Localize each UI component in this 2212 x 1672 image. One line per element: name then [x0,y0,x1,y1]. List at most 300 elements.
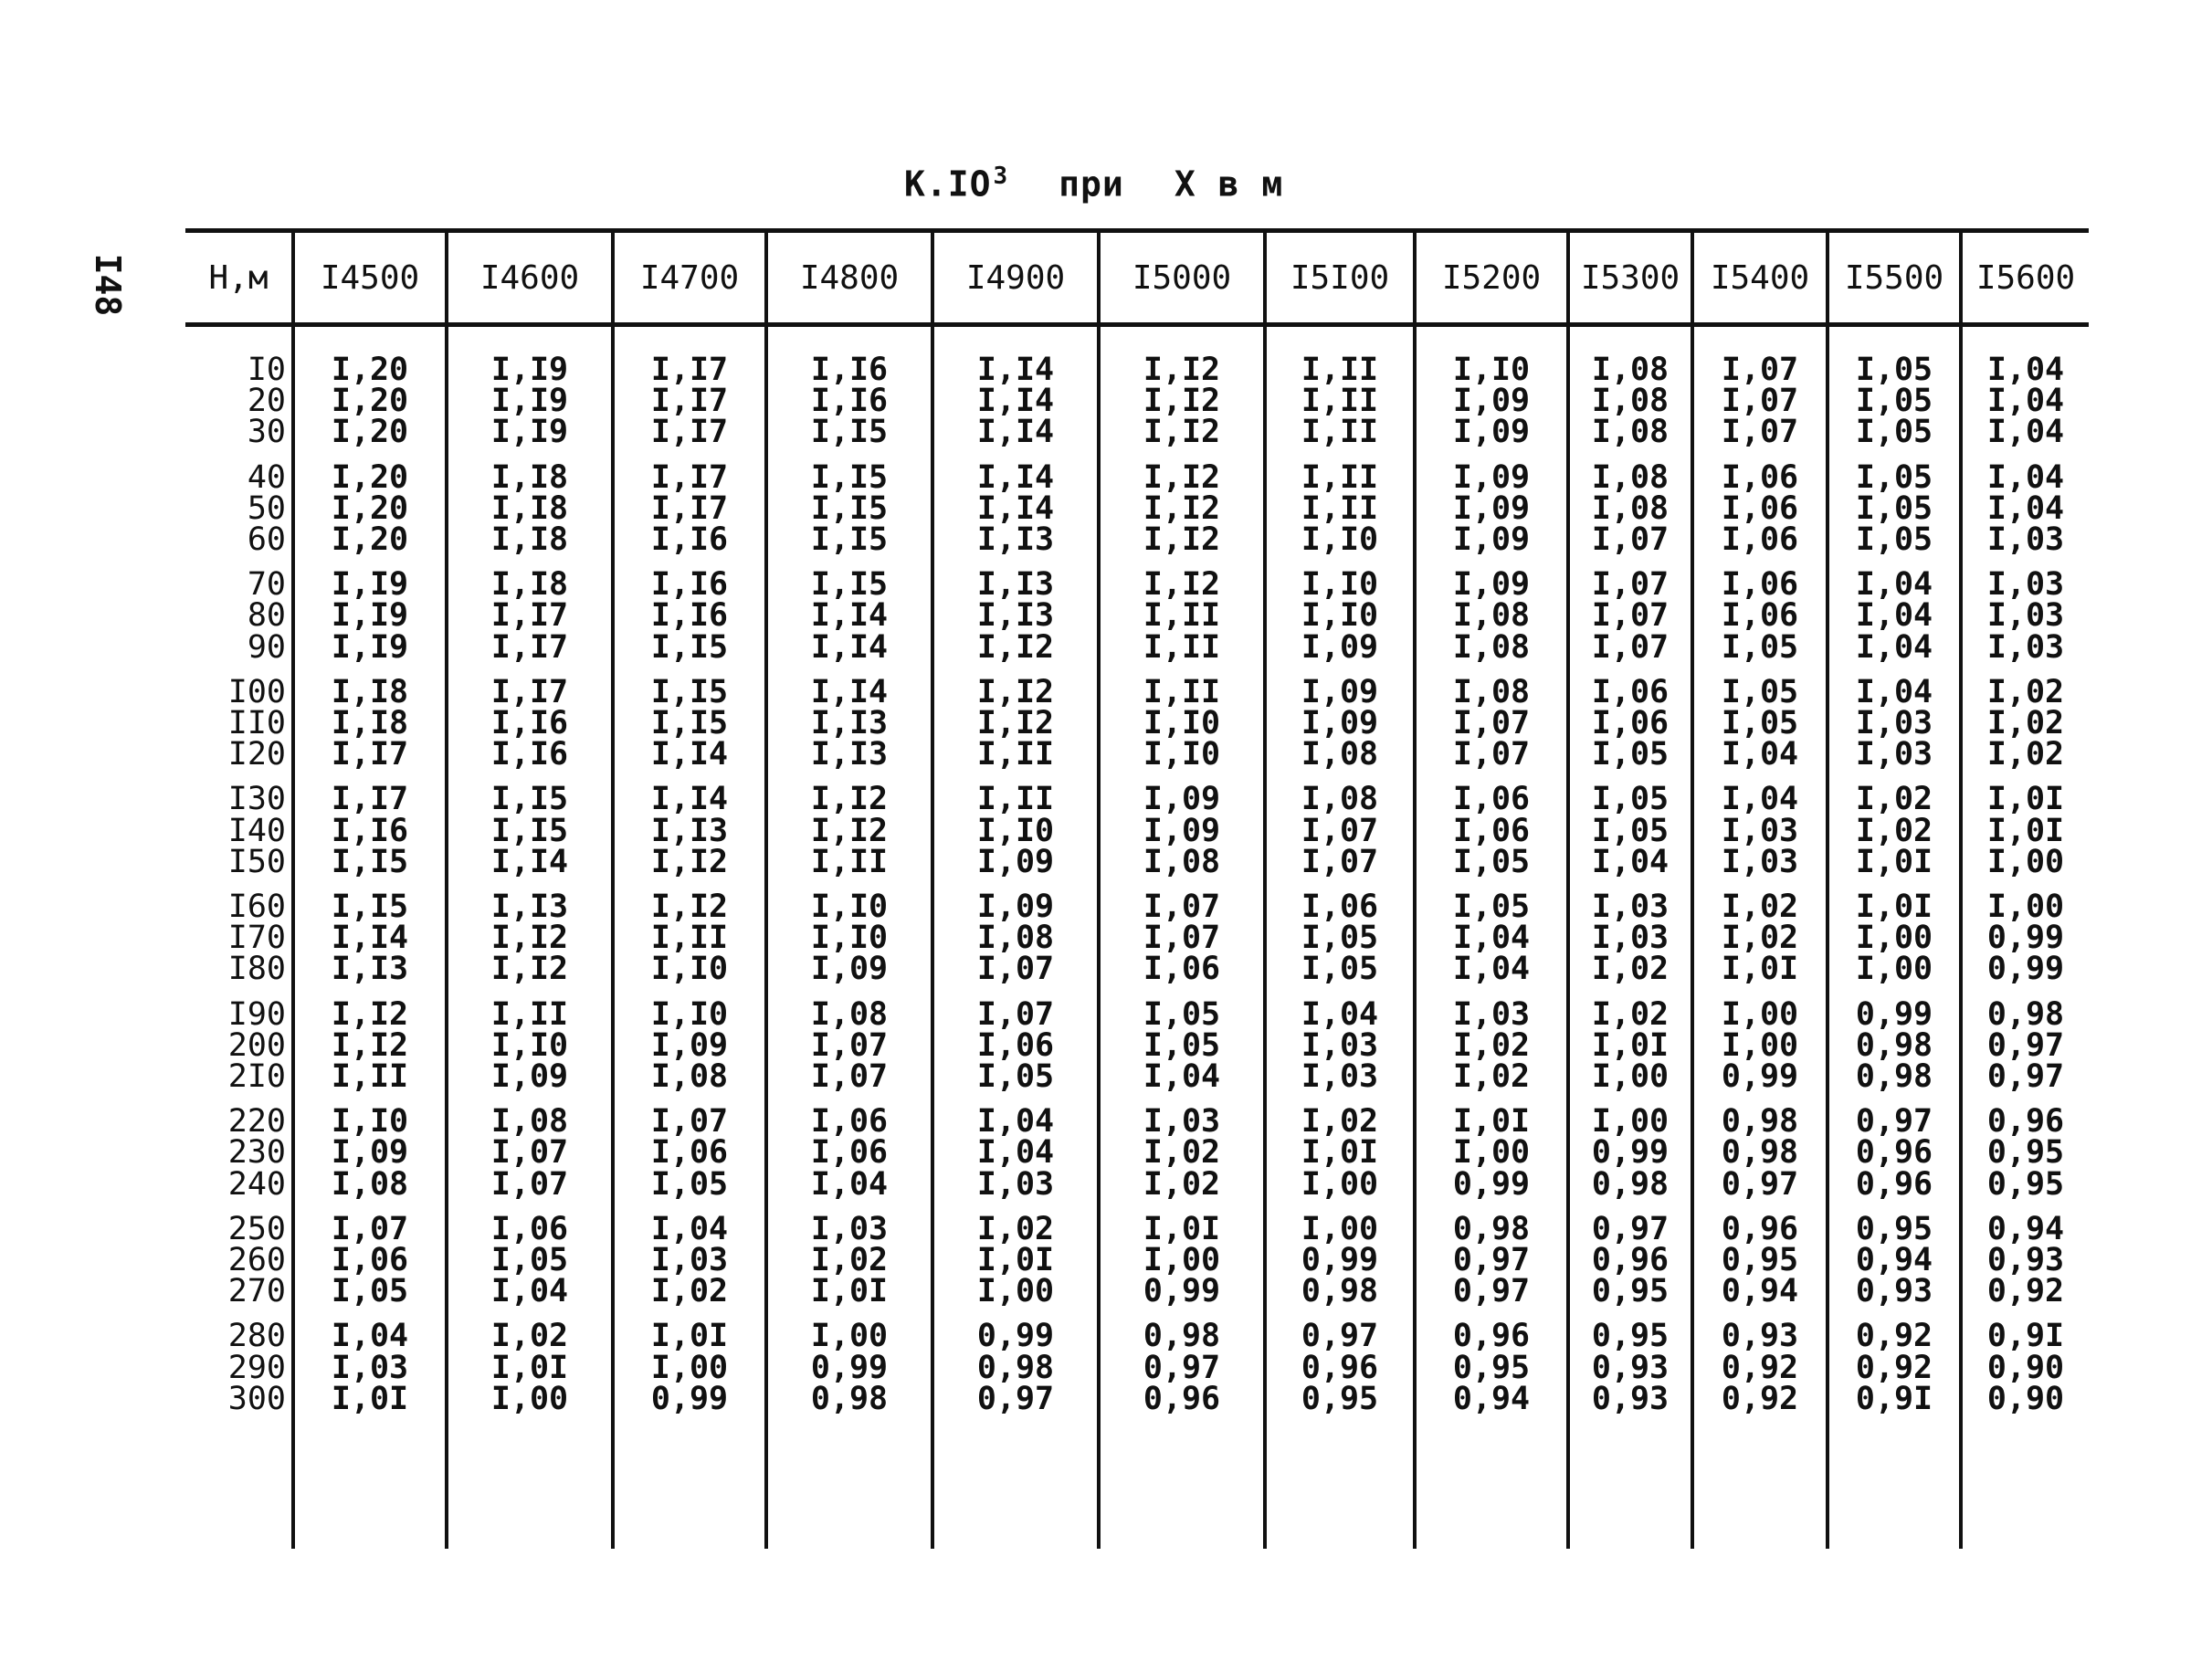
table-cell: I,05 [1855,489,1933,527]
table-cell: I,03 [1986,566,2065,604]
table-cell: I90 [227,995,286,1033]
table-cell: I,0I [1591,1026,1670,1064]
table-cell: I,04 [1452,951,1531,988]
table-cell: 0,97 [1986,1026,2065,1064]
value-column [1568,325,1692,1550]
table-body [185,325,2089,1550]
table-cell: 0,93 [1591,1380,1670,1417]
table-cell: I,07 [1591,597,1670,635]
table-cell: I,0I [1986,812,2065,849]
table-cell: 290 [227,1349,286,1386]
column-header: I5300 [1568,231,1692,325]
table-cell: I,04 [1855,597,1933,635]
table-cell: I,II [1301,489,1379,527]
table-cell: I,I5 [810,566,889,604]
table-cell: I,20 [331,383,409,420]
table-cell: I,I6 [810,383,889,420]
table-cell: I,0I [1855,889,1933,926]
table-cell: 2I0 [227,1058,286,1096]
table-cell: I,II [1301,352,1379,388]
table-cell: I80 [227,951,286,988]
table-cell: 280 [227,1318,286,1355]
table-cell: I,04 [1855,673,1933,710]
table-cell: I,07 [490,1165,569,1203]
table-cell: I,I8 [490,489,569,527]
table-cell: I,06 [1452,781,1531,818]
table-cell: I,05 [1855,383,1933,420]
table-cell: I,04 [1986,383,2065,420]
table-cell: I,I2 [976,673,1055,710]
table-cell: 40 [247,458,286,496]
table-cell: I,06 [490,1210,569,1247]
table-cell: I,I5 [650,673,729,710]
table-cell: I,03 [976,1165,1055,1203]
column-header: I4800 [766,231,932,325]
table-cell: I,06 [810,1103,889,1141]
table-cell: I,09 [1452,566,1531,604]
table-cell: I,02 [810,1242,889,1279]
table-cell: I,09 [1301,673,1379,710]
table-cell: I,I2 [1143,352,1221,388]
table-cell: I,06 [1452,812,1531,849]
table-cell: I,I2 [810,781,889,818]
table-cell: 0,94 [1986,1210,2065,1247]
table-cell: I,06 [976,1026,1055,1064]
table-cell: I,00 [1855,951,1933,988]
table-cell: I,09 [1452,521,1531,559]
table-cell: 0,95 [1986,1134,2065,1172]
table-cell: I,I7 [650,352,729,388]
table-cell: I30 [227,781,286,818]
table-cell: I,00 [1986,889,2065,926]
table-cell: I,08 [1591,352,1670,388]
table-cell: 0,98 [1591,1165,1670,1203]
table-cell: 0,95 [1452,1349,1531,1386]
table-cell: I,20 [331,458,409,496]
table-cell: I,05 [1855,414,1933,451]
table-cell: I,04 [1452,920,1531,957]
table-cell: I,00 [1721,1026,1799,1064]
table-cell: 0,96 [1986,1103,2065,1141]
column-header: I5600 [1961,231,2089,325]
table-cell: I,I8 [331,673,409,710]
column-header: I5400 [1692,231,1828,325]
table-cell: I,I7 [650,489,729,527]
table-cell: 0,97 [976,1380,1055,1417]
table-cell: I,00 [1452,1134,1531,1172]
table-cell: I,04 [490,1273,569,1310]
table-cell: I,I4 [331,920,409,957]
table-cell: 0,99 [976,1318,1055,1355]
table-cell: I,00 [1301,1210,1379,1247]
table-cell: I,05 [1301,951,1379,988]
table-cell: I,I0 [1301,566,1379,604]
data-table [185,228,2089,1549]
table-cell: 0,95 [1591,1318,1670,1355]
table-cell: I,06 [1721,566,1799,604]
table-cell: I,I6 [490,736,569,773]
table-cell: I,00 [1721,995,1799,1033]
table-cell: I,I5 [810,521,889,559]
row-header-label: H,м [185,231,293,325]
table-cell: I,03 [1301,1058,1379,1096]
table-cell: 0,96 [1855,1165,1933,1203]
table-cell: 0,98 [1721,1134,1799,1172]
table-cell: I,04 [976,1103,1055,1141]
table-cell: I,I5 [331,889,409,926]
table-cell: 0,94 [1721,1273,1799,1310]
table-cell: I,02 [1986,705,2065,742]
table-cell: I,07 [810,1058,889,1096]
table-cell: 0,93 [1721,1318,1799,1355]
table-cell: I,07 [650,1103,729,1141]
table-cell: 60 [247,521,286,559]
table-cell: 80 [247,597,286,635]
table-cell: I,I3 [490,889,569,926]
table-cell: I,0I [1986,781,2065,818]
table-cell: I,I5 [810,414,889,451]
table-cell: I,I0 [650,995,729,1033]
table-cell: I,09 [1452,383,1531,420]
table-cell: I,05 [1452,889,1531,926]
table-cell: I,I4 [976,414,1055,451]
table-cell: I,I9 [331,628,409,666]
table-cell: I,I4 [976,352,1055,388]
table-cell: 0,9I [1855,1380,1933,1417]
table-cell: I,09 [810,951,889,988]
table-cell: I,I2 [976,628,1055,666]
table-cell: 0,96 [1301,1349,1379,1386]
table-cell: I,07 [1301,843,1379,880]
table-cell: 0,92 [1721,1349,1799,1386]
value-column [293,325,447,1550]
table-cell: I,03 [1301,1026,1379,1064]
table-cell: I,02 [490,1318,569,1355]
table-cell: I,II [1301,383,1379,420]
table-cell: I,08 [650,1058,729,1096]
table-cell: I,09 [490,1058,569,1096]
table-cell: I0 [247,352,286,388]
table-cell: I,I2 [650,889,729,926]
table-cell: I,I7 [650,458,729,496]
table-cell: I,I7 [490,673,569,710]
table-cell: I,I7 [650,383,729,420]
table-cell: I,05 [1591,812,1670,849]
table-cell: I,I5 [331,843,409,880]
table-cell: I,I2 [1143,521,1221,559]
table-cell: 0,99 [1986,920,2065,957]
table-cell: I,04 [1143,1058,1221,1096]
table-cell: 30 [247,414,286,451]
table-cell: I,02 [1986,673,2065,710]
table-cell: I,05 [1721,705,1799,742]
header-row [185,231,2089,325]
table-cell: I,I3 [331,951,409,988]
table-cell: I,I2 [331,995,409,1033]
table-cell: 0,93 [1855,1273,1933,1310]
table-cell: I,05 [976,1058,1055,1096]
title-superscript: 3 [993,163,1009,190]
table-cell: I,0I [1721,951,1799,988]
table-cell: I00 [227,673,286,710]
table-cell: 0,97 [1143,1349,1221,1386]
table-cell: 0,99 [650,1380,729,1417]
table-cell: I,I9 [490,383,569,420]
value-column [1415,325,1568,1550]
table-cell: I,08 [1452,628,1531,666]
table-cell: I,08 [1591,414,1670,451]
page-number: I48 [88,253,128,317]
table-cell: I,02 [1986,736,2065,773]
table-cell: I,I2 [1143,414,1221,451]
table-cell: I,08 [1591,458,1670,496]
table-cell: I,05 [1452,843,1531,880]
table-cell: I,I3 [976,566,1055,604]
table-cell: I,I2 [1143,489,1221,527]
title-end: X в м [1174,163,1284,205]
table-cell: I,07 [1143,889,1221,926]
value-column [447,325,613,1550]
title-main: K.IO [904,163,992,205]
table-cell: I,0I [331,1380,409,1417]
table-cell: I,I4 [810,597,889,635]
table-cell: I,I8 [331,705,409,742]
table-cell: I,I4 [650,736,729,773]
table-cell: I,0I [650,1318,729,1355]
table-cell: I,0I [810,1273,889,1310]
table-cell: I,I0 [810,920,889,957]
table-cell: I,I0 [650,951,729,988]
table-cell: I,03 [1986,597,2065,635]
table-cell: 0,98 [1986,995,2065,1033]
table-cell: I,I0 [1143,736,1221,773]
table-cell: I,03 [1855,705,1933,742]
table-cell: I,00 [1855,920,1933,957]
table-cell: I,I9 [331,566,409,604]
table-cell: I,09 [1452,489,1531,527]
table-cell: I,07 [490,1134,569,1172]
table-cell: I,09 [976,843,1055,880]
table-cell: I,07 [1721,383,1799,420]
table-cell: I,I6 [490,705,569,742]
table-cell: I,07 [1452,705,1531,742]
table-cell: 20 [247,383,286,420]
table-cell: I,I2 [1143,383,1221,420]
table-cell: I,I7 [331,736,409,773]
table-cell: I,0I [1143,1210,1221,1247]
table-cell: 220 [227,1103,286,1141]
table-cell: I,05 [1591,736,1670,773]
table-cell: I,03 [1591,920,1670,957]
table-cell: I,I0 [331,1103,409,1141]
table-cell: I,00 [1986,843,2065,880]
table-cell: I,02 [1143,1165,1221,1203]
table-cell: I,I9 [490,352,569,388]
table-row [185,325,2089,1550]
table-cell: 0,97 [1452,1273,1531,1310]
table-cell: 0,92 [1721,1380,1799,1417]
column-header: I5I00 [1265,231,1415,325]
table-cell: I,I7 [331,781,409,818]
table-cell: I,08 [1143,843,1221,880]
table-cell: I,II [1301,414,1379,451]
table-cell: I,I2 [810,812,889,849]
table-cell: I,I4 [976,458,1055,496]
table-cell: I,20 [331,414,409,451]
table-cell: I,00 [490,1380,569,1417]
table-cell: 270 [227,1273,286,1310]
table-cell: I,02 [976,1210,1055,1247]
table-cell: I,03 [1591,889,1670,926]
table-cell: I,09 [331,1134,409,1172]
table-cell: I,06 [1143,951,1221,988]
table-cell: I,03 [1721,843,1799,880]
table-cell: I,04 [1721,781,1799,818]
table-cell: I,08 [1452,673,1531,710]
table-cell: I,I5 [650,705,729,742]
table-cell: I,02 [1855,812,1933,849]
table-cell: 0,98 [976,1349,1055,1386]
table-cell: 0,90 [1986,1380,2065,1417]
table-cell: I,06 [1721,489,1799,527]
table-cell: I,06 [810,1134,889,1172]
table-cell: I,20 [331,521,409,559]
table-cell: I,08 [1452,597,1531,635]
table-cell: 0,99 [1986,951,2065,988]
table-cell: I,0I [976,1242,1055,1279]
table-cell: I,07 [1591,566,1670,604]
column-header: I5200 [1415,231,1568,325]
table-cell: 0,96 [1721,1210,1799,1247]
table-cell: 0,92 [1855,1318,1933,1355]
table-cell: I,02 [1143,1134,1221,1172]
table-cell: I,02 [1452,1026,1531,1064]
table-cell: I,I7 [650,414,729,451]
height-column [185,325,293,1550]
table-cell: I,05 [1301,920,1379,957]
table-cell: I,06 [1591,673,1670,710]
table-cell: I,03 [1986,521,2065,559]
value-column [1828,325,1961,1550]
table-cell: 50 [247,489,286,527]
table-cell: I,I4 [810,628,889,666]
table-cell: I,05 [1591,781,1670,818]
value-column [1961,325,2089,1550]
table-cell: I,I2 [490,920,569,957]
table-cell: 0,96 [1143,1380,1221,1417]
table-cell: 0,98 [1143,1318,1221,1355]
table-cell: I,04 [650,1210,729,1247]
table-cell: 0,92 [1986,1273,2065,1310]
table-cell: I,I2 [650,843,729,880]
table-cell: 0,97 [1855,1103,1933,1141]
table-cell: I,04 [1855,628,1933,666]
table-cell: 0,97 [1986,1058,2065,1096]
table-cell: I,I4 [490,843,569,880]
table-header [185,231,2089,325]
table-cell: I,07 [1721,414,1799,451]
table-cell: I,05 [490,1242,569,1279]
table-cell: I,II [331,1058,409,1096]
table-cell: 0,99 [810,1349,889,1386]
table-cell: I,07 [1721,352,1799,388]
table-cell: I,05 [331,1273,409,1310]
table-cell: I,02 [1721,889,1799,926]
table-cell: I,0I [1301,1134,1379,1172]
table-cell: I60 [227,889,286,926]
table-cell: I,I6 [650,521,729,559]
table-cell: I,I4 [810,673,889,710]
table-cell: I,20 [331,489,409,527]
table-cell: I,07 [1143,920,1221,957]
table-cell: 0,98 [1301,1273,1379,1310]
table-cell: I,06 [650,1134,729,1172]
table-cell: I,00 [1301,1165,1379,1203]
table-cell: I,04 [1986,352,2065,388]
table-cell: I,07 [976,951,1055,988]
table-cell: I,00 [1591,1058,1670,1096]
table-cell: I,II [1301,458,1379,496]
table-cell: I,08 [331,1165,409,1203]
table-cell: I,03 [1143,1103,1221,1141]
table-cell: 0,99 [1855,995,1933,1033]
table-cell: I,04 [1721,736,1799,773]
table-cell: 0,96 [1591,1242,1670,1279]
table-cell: I,03 [331,1349,409,1386]
table-cell: I,09 [650,1026,729,1064]
column-header: I4900 [932,231,1099,325]
column-header: I5500 [1828,231,1961,325]
table-cell: I,I6 [650,566,729,604]
table-cell: I,02 [1452,1058,1531,1096]
table-cell: I,I2 [1143,566,1221,604]
table-cell: 0,97 [1591,1210,1670,1247]
table-cell: 0,98 [1721,1103,1799,1141]
table-cell: 230 [227,1134,286,1172]
table-cell: 300 [227,1380,286,1417]
table-cell: I,08 [490,1103,569,1141]
table-cell: I,I5 [490,812,569,849]
table-cell: I70 [227,920,286,957]
table-cell: I,02 [1301,1103,1379,1141]
table-cell: I,09 [1301,628,1379,666]
table-cell: 0,98 [1855,1058,1933,1096]
table-cell: I,I2 [976,705,1055,742]
table-cell: I,I3 [650,812,729,849]
table-cell: I,02 [1855,781,1933,818]
table-cell: I20 [227,736,286,773]
table-cell: I,07 [1591,521,1670,559]
table-cell: I,04 [1986,489,2065,527]
table-cell: I,I9 [490,414,569,451]
table-cell: I,05 [1143,1026,1221,1064]
value-column [613,325,766,1550]
table-cell: I,06 [1591,705,1670,742]
value-column [1692,325,1828,1550]
table-cell: I,08 [1301,736,1379,773]
table-cell: 0,99 [1721,1058,1799,1096]
table-cell: I,I0 [1143,705,1221,742]
table-cell: I,04 [331,1318,409,1355]
table-cell: I,08 [1301,781,1379,818]
table-cell: I,02 [1721,920,1799,957]
table-cell: I,09 [1452,414,1531,451]
table-cell: I,II [1143,628,1221,666]
table-cell: I,07 [1452,736,1531,773]
table-cell: I,08 [1591,489,1670,527]
table-cell: I,I0 [810,889,889,926]
table-cell: I,04 [1591,843,1670,880]
